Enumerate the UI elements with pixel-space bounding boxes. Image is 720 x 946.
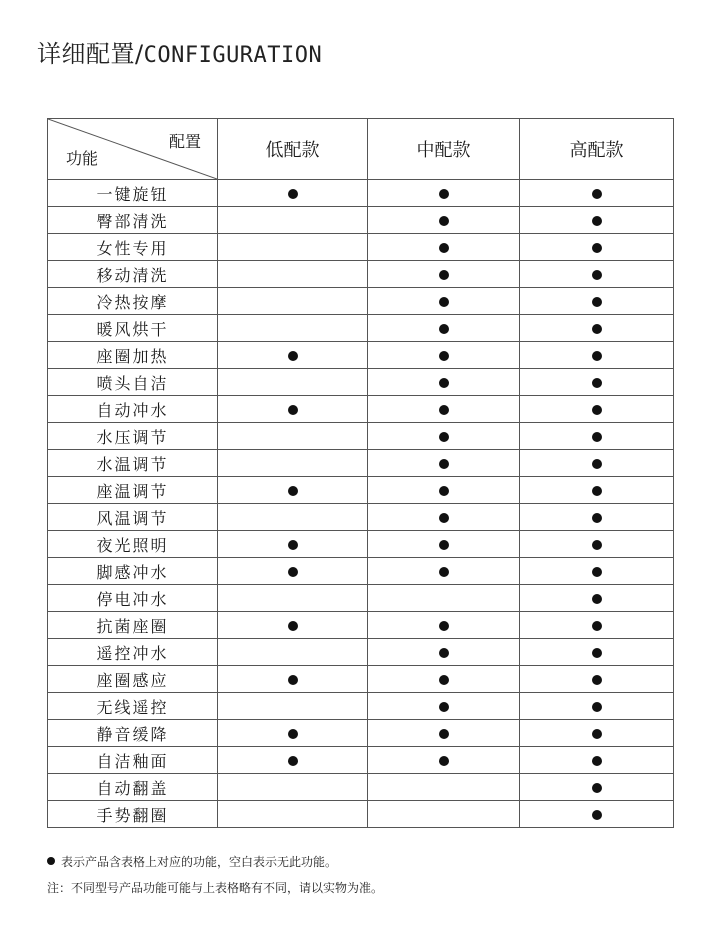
feature-cell bbox=[520, 180, 674, 207]
feature-cell bbox=[520, 261, 674, 288]
feature-cell bbox=[218, 180, 368, 207]
included-dot-icon bbox=[288, 405, 298, 415]
included-dot-icon bbox=[592, 810, 602, 820]
feature-cell bbox=[368, 720, 520, 747]
feature-name: 座温调节 bbox=[48, 477, 218, 504]
title-en: CONFIGURATION bbox=[143, 43, 323, 68]
included-dot-icon bbox=[592, 297, 602, 307]
feature-cell bbox=[520, 477, 674, 504]
table-row bbox=[48, 450, 674, 477]
feature-cell bbox=[368, 504, 520, 531]
included-dot-icon bbox=[439, 486, 449, 496]
feature-cell bbox=[218, 234, 368, 261]
feature-name: 座圈感应 bbox=[48, 666, 218, 693]
feature-cell bbox=[520, 342, 674, 369]
table-row bbox=[48, 261, 674, 288]
included-dot-icon bbox=[592, 675, 602, 685]
feature-name: 停电冲水 bbox=[48, 585, 218, 612]
table-row bbox=[48, 666, 674, 693]
included-dot-icon bbox=[592, 351, 602, 361]
feature-cell bbox=[218, 477, 368, 504]
feature-name: 风温调节 bbox=[48, 504, 218, 531]
feature-name: 自动冲水 bbox=[48, 396, 218, 423]
included-dot-icon bbox=[439, 459, 449, 469]
table-row bbox=[48, 720, 674, 747]
feature-cell bbox=[368, 585, 520, 612]
included-dot-icon bbox=[288, 729, 298, 739]
included-dot-icon bbox=[439, 297, 449, 307]
table-row bbox=[48, 207, 674, 234]
included-dot-icon bbox=[288, 567, 298, 577]
included-dot-icon bbox=[288, 621, 298, 631]
feature-cell bbox=[520, 639, 674, 666]
legend-note bbox=[47, 852, 383, 878]
feature-cell bbox=[218, 774, 368, 801]
table-body bbox=[48, 180, 674, 828]
feature-name: 臀部清洗 bbox=[48, 207, 218, 234]
table-header-row bbox=[48, 119, 674, 180]
feature-name: 移动清洗 bbox=[48, 261, 218, 288]
feature-name: 喷头自洁 bbox=[48, 369, 218, 396]
included-dot-icon bbox=[439, 513, 449, 523]
feature-name: 冷热按摩 bbox=[48, 288, 218, 315]
feature-cell bbox=[368, 693, 520, 720]
feature-cell bbox=[520, 531, 674, 558]
feature-cell bbox=[218, 288, 368, 315]
table-row bbox=[48, 558, 674, 585]
feature-cell bbox=[218, 693, 368, 720]
feature-cell bbox=[368, 747, 520, 774]
feature-cell bbox=[520, 423, 674, 450]
feature-name: 遥控冲水 bbox=[48, 639, 218, 666]
feature-cell bbox=[520, 612, 674, 639]
feature-cell bbox=[218, 801, 368, 828]
feature-cell bbox=[368, 531, 520, 558]
notes bbox=[47, 852, 383, 904]
table-row bbox=[48, 180, 674, 207]
feature-cell bbox=[218, 612, 368, 639]
feature-name: 夜光照明 bbox=[48, 531, 218, 558]
feature-cell bbox=[218, 342, 368, 369]
table-row bbox=[48, 477, 674, 504]
table-row bbox=[48, 288, 674, 315]
feature-cell bbox=[520, 315, 674, 342]
feature-cell bbox=[218, 450, 368, 477]
included-dot-icon bbox=[592, 486, 602, 496]
feature-cell bbox=[218, 207, 368, 234]
included-dot-icon bbox=[592, 270, 602, 280]
included-dot-icon bbox=[439, 432, 449, 442]
disclaimer-note: 注：不同型号产品功能可能与上表格略有不同，请以实物为准。 bbox=[47, 881, 384, 895]
feature-cell bbox=[218, 747, 368, 774]
included-dot-icon bbox=[439, 243, 449, 253]
feature-cell bbox=[368, 234, 520, 261]
feature-name: 座圈加热 bbox=[48, 342, 218, 369]
column-header-high: 高配款 bbox=[520, 119, 674, 180]
included-dot-icon bbox=[439, 540, 449, 550]
feature-cell bbox=[368, 315, 520, 342]
feature-cell bbox=[520, 558, 674, 585]
included-dot-icon bbox=[592, 216, 602, 226]
feature-cell bbox=[520, 234, 674, 261]
feature-name: 手势翻圈 bbox=[48, 801, 218, 828]
column-header-mid: 中配款 bbox=[368, 119, 520, 180]
feature-cell bbox=[520, 801, 674, 828]
included-dot-icon bbox=[592, 432, 602, 442]
column-header-low: 低配款 bbox=[218, 119, 368, 180]
feature-cell bbox=[368, 261, 520, 288]
feature-cell bbox=[368, 288, 520, 315]
feature-cell bbox=[218, 369, 368, 396]
table-row bbox=[48, 423, 674, 450]
corner-header-config: 配置 bbox=[168, 132, 201, 151]
included-dot-icon bbox=[288, 486, 298, 496]
included-dot-icon bbox=[288, 756, 298, 766]
included-dot-icon bbox=[592, 243, 602, 253]
feature-cell bbox=[218, 531, 368, 558]
included-dot-icon bbox=[592, 783, 602, 793]
included-dot-icon bbox=[592, 513, 602, 523]
feature-cell bbox=[368, 666, 520, 693]
included-dot-icon bbox=[288, 675, 298, 685]
table-row bbox=[48, 315, 674, 342]
included-dot-icon bbox=[288, 351, 298, 361]
page-title bbox=[37, 34, 322, 69]
feature-name: 脚感冲水 bbox=[48, 558, 218, 585]
table-row bbox=[48, 396, 674, 423]
included-dot-icon bbox=[592, 540, 602, 550]
feature-cell bbox=[368, 477, 520, 504]
table-row bbox=[48, 612, 674, 639]
feature-cell bbox=[218, 423, 368, 450]
feature-cell bbox=[368, 774, 520, 801]
feature-cell bbox=[368, 801, 520, 828]
included-dot-icon bbox=[439, 675, 449, 685]
corner-header bbox=[48, 119, 218, 180]
table-row bbox=[48, 585, 674, 612]
feature-cell bbox=[520, 369, 674, 396]
included-dot-icon bbox=[592, 729, 602, 739]
included-dot-icon bbox=[439, 405, 449, 415]
feature-cell bbox=[218, 585, 368, 612]
included-dot-icon bbox=[288, 540, 298, 550]
feature-cell bbox=[218, 666, 368, 693]
legend-text: 表示产品含表格上对应的功能，空白表示无此功能。 bbox=[61, 855, 338, 869]
configuration-table bbox=[47, 118, 674, 828]
feature-cell bbox=[218, 396, 368, 423]
included-dot-icon bbox=[592, 702, 602, 712]
feature-cell bbox=[520, 720, 674, 747]
feature-name: 一键旋钮 bbox=[48, 180, 218, 207]
feature-name: 静音缓降 bbox=[48, 720, 218, 747]
included-dot-icon bbox=[592, 594, 602, 604]
feature-cell bbox=[368, 342, 520, 369]
feature-cell bbox=[368, 396, 520, 423]
included-dot-icon bbox=[439, 378, 449, 388]
feature-name: 自洁釉面 bbox=[48, 747, 218, 774]
feature-cell bbox=[520, 585, 674, 612]
feature-cell bbox=[368, 612, 520, 639]
table-row bbox=[48, 774, 674, 801]
included-dot-icon bbox=[592, 189, 602, 199]
feature-cell bbox=[520, 747, 674, 774]
feature-cell bbox=[368, 423, 520, 450]
feature-cell bbox=[520, 450, 674, 477]
feature-cell bbox=[520, 693, 674, 720]
feature-cell bbox=[520, 207, 674, 234]
feature-cell bbox=[218, 315, 368, 342]
included-dot-icon bbox=[592, 756, 602, 766]
corner-header-function: 功能 bbox=[66, 149, 99, 168]
feature-name: 水温调节 bbox=[48, 450, 218, 477]
feature-cell bbox=[368, 558, 520, 585]
feature-name: 女性专用 bbox=[48, 234, 218, 261]
feature-cell bbox=[520, 504, 674, 531]
feature-cell bbox=[520, 396, 674, 423]
feature-cell bbox=[218, 504, 368, 531]
bullet-icon bbox=[47, 857, 55, 865]
feature-cell bbox=[368, 207, 520, 234]
table-row bbox=[48, 747, 674, 774]
feature-name: 自动翻盖 bbox=[48, 774, 218, 801]
table-row bbox=[48, 639, 674, 666]
included-dot-icon bbox=[592, 324, 602, 334]
table-row bbox=[48, 369, 674, 396]
included-dot-icon bbox=[592, 621, 602, 631]
included-dot-icon bbox=[439, 216, 449, 226]
included-dot-icon bbox=[592, 405, 602, 415]
included-dot-icon bbox=[592, 567, 602, 577]
feature-cell bbox=[520, 288, 674, 315]
included-dot-icon bbox=[439, 648, 449, 658]
feature-cell bbox=[218, 558, 368, 585]
feature-name: 水压调节 bbox=[48, 423, 218, 450]
included-dot-icon bbox=[592, 459, 602, 469]
table-row bbox=[48, 234, 674, 261]
feature-cell bbox=[368, 369, 520, 396]
feature-cell bbox=[218, 639, 368, 666]
table-row bbox=[48, 504, 674, 531]
feature-cell bbox=[368, 180, 520, 207]
title-cn: 详细配置/ bbox=[37, 40, 144, 68]
feature-name: 暖风烘干 bbox=[48, 315, 218, 342]
included-dot-icon bbox=[592, 378, 602, 388]
feature-cell bbox=[218, 261, 368, 288]
table-row bbox=[48, 693, 674, 720]
feature-cell bbox=[368, 450, 520, 477]
feature-cell bbox=[218, 720, 368, 747]
feature-cell bbox=[368, 639, 520, 666]
table-row bbox=[48, 801, 674, 828]
feature-name: 无线遥控 bbox=[48, 693, 218, 720]
feature-name: 抗菌座圈 bbox=[48, 612, 218, 639]
feature-cell bbox=[520, 774, 674, 801]
included-dot-icon bbox=[439, 189, 449, 199]
included-dot-icon bbox=[439, 702, 449, 712]
included-dot-icon bbox=[592, 648, 602, 658]
table-row bbox=[48, 531, 674, 558]
included-dot-icon bbox=[288, 189, 298, 199]
included-dot-icon bbox=[439, 756, 449, 766]
included-dot-icon bbox=[439, 351, 449, 361]
included-dot-icon bbox=[439, 729, 449, 739]
included-dot-icon bbox=[439, 567, 449, 577]
included-dot-icon bbox=[439, 621, 449, 631]
included-dot-icon bbox=[439, 324, 449, 334]
table-row bbox=[48, 342, 674, 369]
feature-cell bbox=[520, 666, 674, 693]
included-dot-icon bbox=[439, 270, 449, 280]
